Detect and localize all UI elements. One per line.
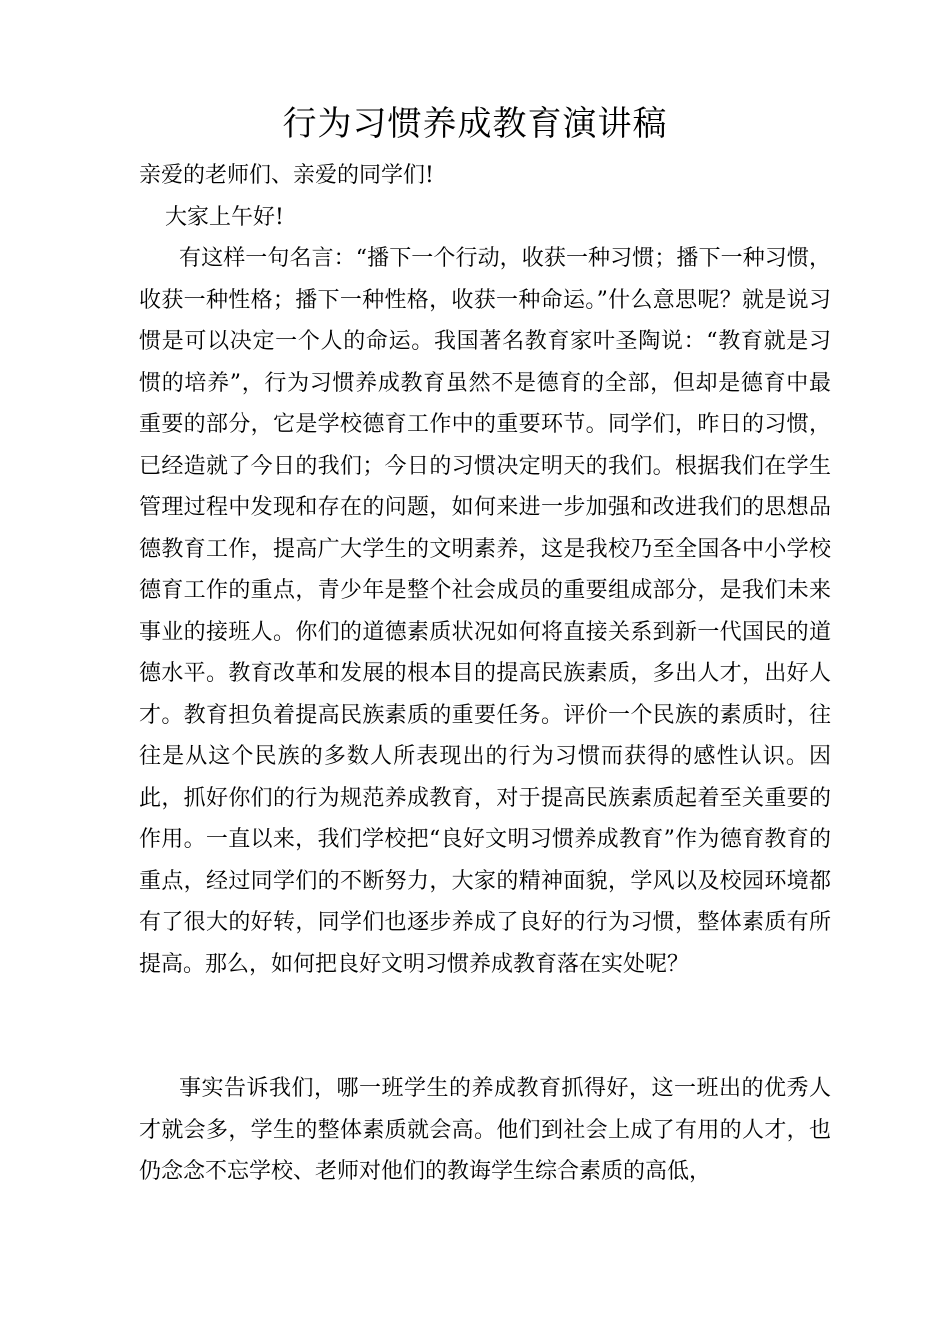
paragraph-1-text: 有这样一句名言：“播下一个行动，收获一种习惯；播下一种习惯，收获一种性格；播下一种性格，收获一种命运。”什么意思呢？就是说习惯是可以决定一个人的命运。我国著名教育家叶圣陶说：“教育就是习惯的培养”，行为习惯养成教育虽然不是德育的全部，但却是德育中最重要的部分，它是学校德育工作中的重要环节。同学们，昨日的习惯，已经造就了今日的我们；今日的习惯决定明天的我们。根据我们在学生管理过程中发现和存在的问题，如何来进一步加强和改进我们的思想品德教育工作，提高广大学生的文明素养，这是我校乃至全国各中小学校德育工作的重点，青少年是整个社会成员的重要组成部分，是我们未来事业的接班人。你们的道德素质状况如何将直接关系到新一代国民的道德水平。教育改革和发展的根本目的提高民族素质，多出人才，出好人才。教育担负着提高民族素质的重要任务。评价一个民族的素质时，往往是从这个民族的多数人所表现出的行为习惯而获得的感性认识。因此，抓好你们的行为规范养成教育，对于提高民族素质起着至关重要的作用。一直以来，我们学校把“良好文明习惯养成教育”作为德育教育的重点，经过同学们的不断努力，大家的精神面貌，学风以及校园环境都有了很大的好转，同学们也逐步养成了良好的行为习惯，整体素质有所提高。那么，如何把良好文明习惯养成教育落在实处呢？ [139, 246, 831, 977]
greeting-line: 亲爱的老师们、亲爱的同学们! [139, 163, 434, 188]
document-title: 行为习惯养成教育演讲稿 [282, 104, 668, 144]
hello-line: 大家上午好! [165, 205, 284, 230]
paragraph-2-text: 事实告诉我们，哪一班学生的养成教育抓得好，这一班出的优秀人才就会多，学生的整体素质就会高。他们到社会上成了有用的人才，也仍念念不忘学校、老师对他们的教诲学生综合素质的高低， [139, 1076, 831, 1184]
paragraph-1 [139, 238, 831, 985]
paragraph-2 [139, 1068, 831, 1193]
